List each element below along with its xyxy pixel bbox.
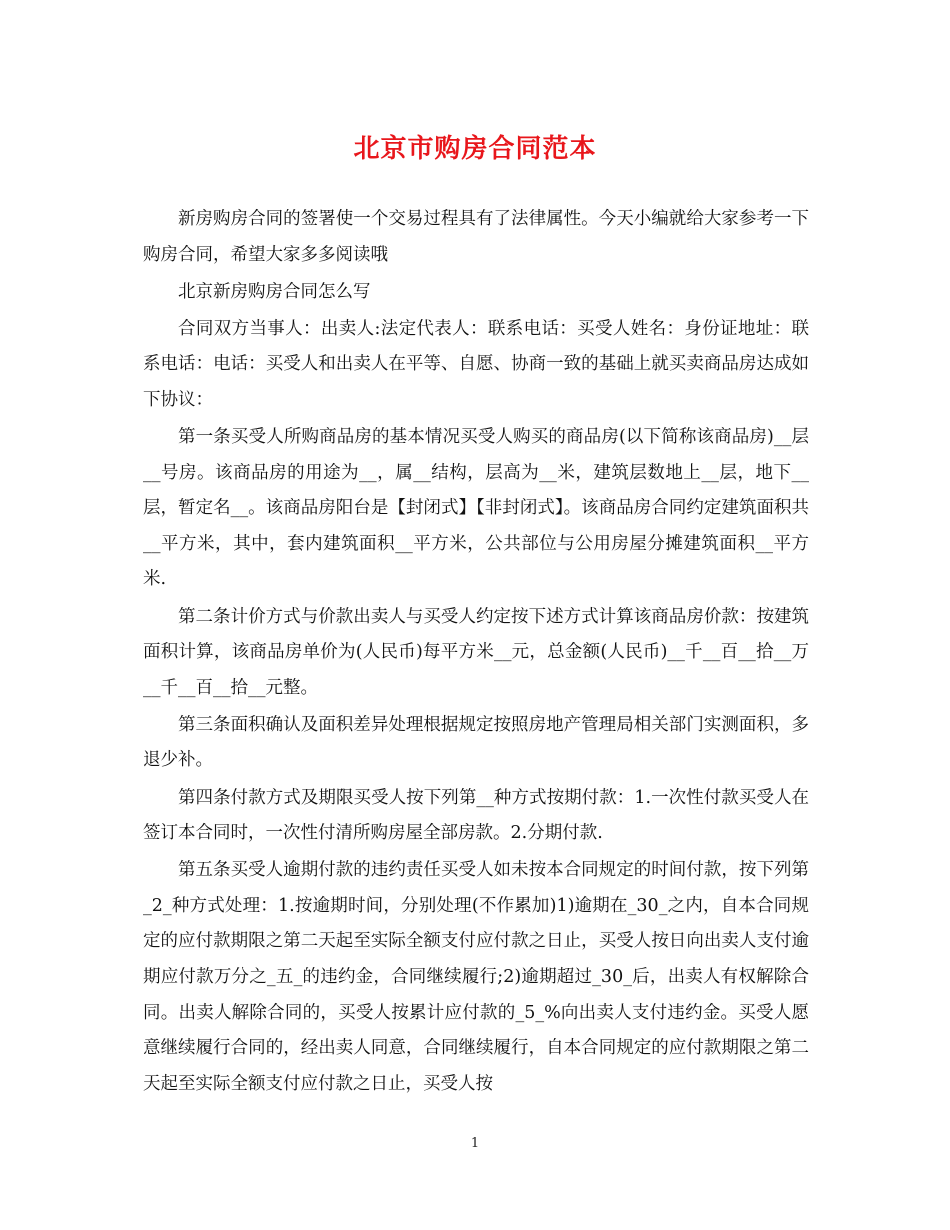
paragraph-article-3: 第三条面积确认及面积差异处理根据规定按照房地产管理局相关部门实测面积，多退少补。 [143, 714, 809, 771]
paragraph-parties: 合同双方当事人：出卖人:法定代表人：联系电话：买受人姓名：身份证地址：联系电话：电话：买受人和出卖人在平等、自愿、协商一致的基础上就买卖商品房达成如下协议： [143, 318, 809, 410]
paragraph-subheading: 北京新房购房合同怎么写 [178, 281, 371, 302]
document-title: 北京市购房合同范本 [353, 134, 597, 164]
paragraph-article-5: 第五条买受人逾期付款的违约责任买受人如未按本合同规定的时间付款，按下列第_2_种方式处理：1.按逾期时间，分别处理(不作累加)1)逾期在_30_之内，自本合同规定的应付款期限之第二天起至实际全额支付应付款之日止，买受人按日向出卖人支付逾期应付款万分之_五_的违约金，合同继续履行;2)逾期超过_30_后，出卖人有权解除合同。出卖人解除合同的，买受人按累计应付款的_5_%向出卖人支付违约金。买受人愿意继续履行合同的，经出卖人同意，合同继续履行，自本合同规定的应付款期限之第二天起至实际全额支付应付款之日止，买受人按 [143, 860, 809, 1094]
document-body [143, 202, 809, 1104]
paragraph-intro: 新房购房合同的签署使一个交易过程具有了法律属性。今天小编就给大家参考一下购房合同，希望大家多多阅读哦 [143, 209, 809, 265]
page-number: 1 [470, 1136, 480, 1151]
paragraph-article-2: 第二条计价方式与价款出卖人与买受人约定按下述方式计算该商品房价款：按建筑面积计算，该商品房单价为(人民币)每平方米__元，总金额(人民币)__千__百__拾__万__千__百__拾__元整。 [143, 606, 809, 698]
paragraph-article-4: 第四条付款方式及期限买受人按下列第__种方式按期付款：1.一次性付款买受人在签订本合同时，一次性付清所购房屋全部房款。2.分期付款. [143, 787, 809, 844]
paragraph-article-1: 第一条买受人所购商品房的基本情况买受人购买的商品房(以下简称该商品房)__层__号房。该商品房的用途为__，属__结构，层高为__米，建筑层数地上__层，地下__层，暂定名__。该商品房阳台是【封闭式】【非封闭式】。该商品房合同约定建筑面积共__平方米，其中，套内建筑面积__平方米，公共部位与公用房屋分摊建筑面积__平方米. [143, 427, 809, 590]
